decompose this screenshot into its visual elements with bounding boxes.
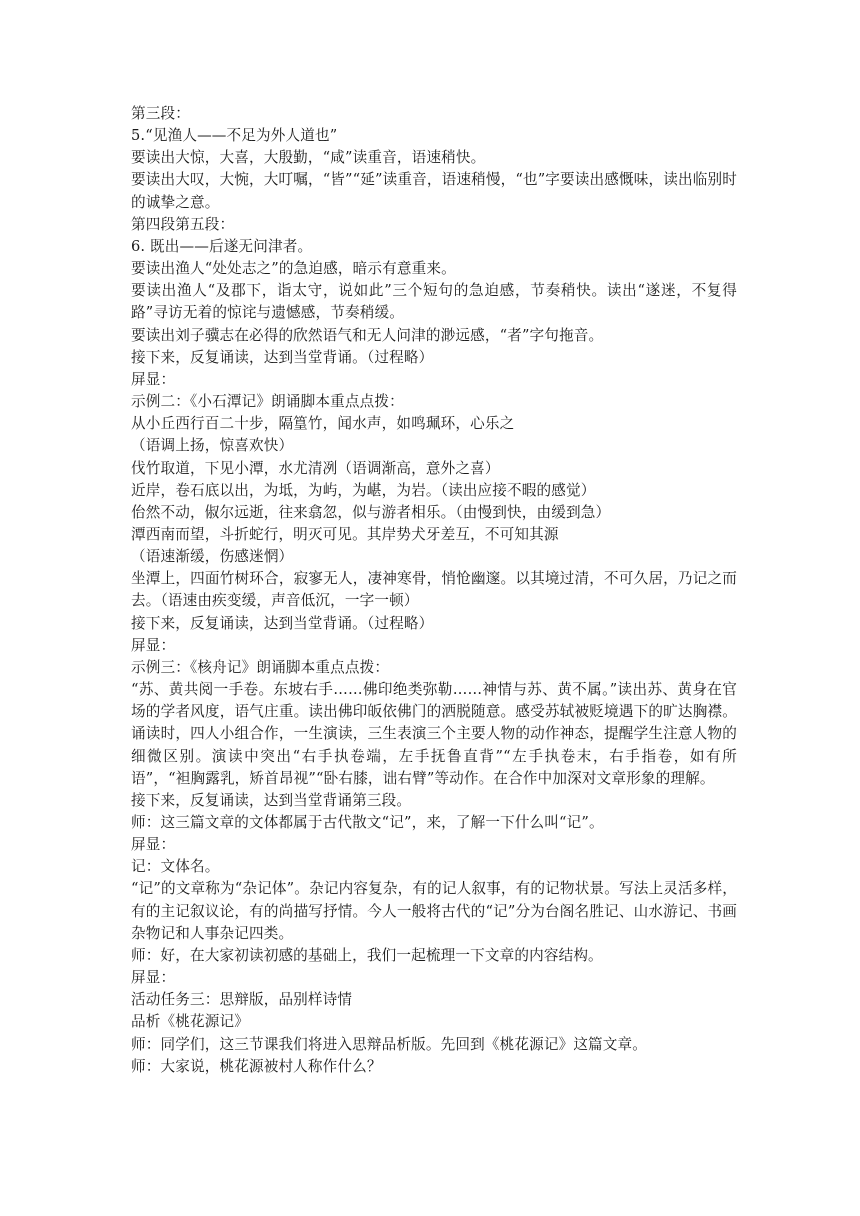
text-paragraph: 要读出渔人“及郡下，诣太守，说如此”三个短句的急迫感，节奏稍快。读出“遂迷，不复得路”寻访无着的惊诧与遗憾感，节奏稍缓。 (131, 282, 737, 322)
text-line: （语速渐缓，伤感迷惘） (131, 548, 294, 566)
text-line: 6. 既出——后遂无问津者。 (131, 237, 313, 255)
text-line: 近岸，卷石底以出，为坻，为屿，为嵁，为岩。（读出应接不暇的感觉） (131, 481, 596, 499)
text-line: 记：文体名。 (131, 858, 220, 876)
text-line: 师：同学们，这三节课我们将进入思辩品析版。先回到《桃花源记》这篇文章。 (131, 1035, 648, 1053)
section-heading-4-5: 第四段第五段： (131, 215, 235, 233)
text-paragraph: “记”的文章称为“杂记体”。杂记内容复杂，有的记人叙事，有的记物状景。写法上灵活多样，有的主记叙议论，有的尚描写抒情。今人一般将古代的“记”分为台阁名胜记、山水游记、书画杂物记和人事杂记四类。 (131, 880, 737, 942)
text-line: （语调上扬，惊喜欢快） (131, 437, 294, 455)
text-line: 5.“见渔人——不足为外人道也” (131, 127, 338, 145)
screen-display-label: 屏显： (131, 636, 176, 654)
text-line: 佁然不动，俶尔远逝，往来翕忽，似与游者相乐。（由慢到快，由缓到急） (131, 503, 611, 521)
text-line: 接下来，反复诵读，达到当堂背诵。（过程略） (131, 348, 434, 366)
activity-heading: 活动任务三：思辩版，品别样诗情 (131, 991, 353, 1009)
text-line: 伐竹取道，下见小潭，水尤清冽（语调渐高，意外之喜） (131, 459, 500, 477)
text-line: 品析《桃花源记》 (131, 1013, 249, 1031)
text-line: 潭西南而望，斗折蛇行，明灭可见。其岸势犬牙差互，不可知其源 (131, 525, 559, 543)
text-line: 师：大家说，桃花源被村人称作什么？ (131, 1057, 382, 1075)
section-heading-3: 第三段： (131, 105, 190, 122)
text-line: 要读出刘子骥志在必得的欣然语气和无人问津的渺远感，“者”字句拖音。 (131, 326, 604, 344)
text-line: 从小丘西行百二十步，隔篁竹，闻水声，如鸣珮环，心乐之 (131, 415, 515, 433)
text-line: 师：好，在大家初读初感的基础上，我们一起梳理一下文章的内容结构。 (131, 946, 603, 964)
text-line: 师：这三篇文章的文体都属于古代散文“记”，来，了解一下什么叫“记”。 (131, 814, 604, 831)
screen-display-label: 屏显： (131, 370, 176, 388)
document-body (131, 103, 737, 1078)
text-paragraph: 要读出大叹，大惋，大叮嘱，“皆”“延”读重音，语速稍慢，“也”字要读出感慨味，读出临别时的诚挚之意。 (131, 171, 737, 211)
example-heading: 示例二：《小石潭记》朗诵脚本重点点拨： (131, 393, 404, 411)
text-paragraph: 坐潭上，四面竹树环合，寂寥无人，凄神寒骨，悄怆幽邃。以其境过清，不可久居，乃记之而去。（语速由疾变缓，声音低沉，一字一顿） (131, 570, 737, 610)
example-heading: 示例三：《核舟记》朗诵脚本重点点拨： (131, 658, 390, 676)
text-line: 要读出大惊，大喜，大殷勤，“咸”读重音，语速稍快。 (131, 149, 486, 167)
text-paragraph: “苏、黄共阅一手卷。东坡右手……佛印绝类弥勒……神情与苏、黄不属。”读出苏、黄身在官场的学者风度，语气庄重。读出佛印皈依佛门的洒脱随意。感受苏轼被贬境遇下的旷达胸襟。诵读时，四人小组合作，一生演读，三生表演三个主要人物的动作神态，提醒学生注意人物的细微区别。演读中突出“右手执卷端，左手抚鲁直背”“左手执卷末，右手指卷，如有所语”，“袒胸露乳，矫首昂视”“卧右膝，诎右臂”等动作。在合作中加深对文章形象的理解。 (131, 681, 737, 787)
text-line: 要读出渔人“处处志之”的急迫感，暗示有意重来。 (131, 260, 456, 278)
screen-display-label: 屏显： (131, 969, 176, 987)
text-line: 接下来，反复诵读，达到当堂背诵第三段。 (131, 791, 412, 809)
text-line: 接下来，反复诵读，达到当堂背诵。（过程略） (131, 614, 434, 632)
screen-display-label: 屏显： (131, 836, 176, 854)
